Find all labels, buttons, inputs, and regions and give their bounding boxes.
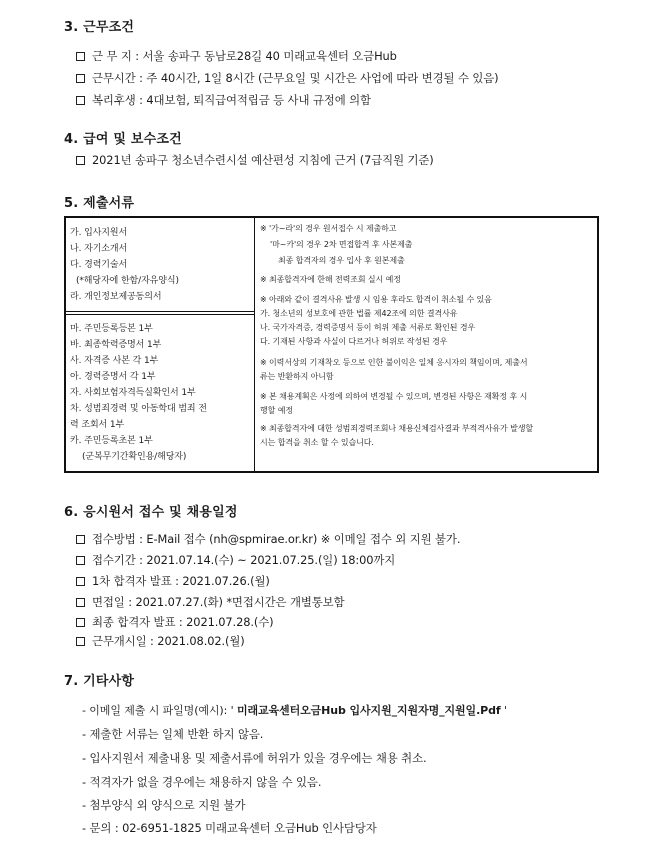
list-item: 근 무 지 : 서울 송파구 동남로28길 40 미래교육센터 오금Hub	[76, 48, 397, 64]
table-cell-text: ※ 이력서상의 기재착오 등으로 인한 불이익은 일체 응시자의 책임이며, 제출서	[260, 358, 528, 367]
checkbox-icon	[76, 74, 85, 83]
documents-table	[64, 216, 599, 473]
list-item: - 입사지원서 제출내용 및 제출서류에 허위가 있을 경우에는 채용 취소.	[82, 751, 427, 765]
table-cell-text: 다. 경력기술서	[70, 260, 128, 270]
table-cell-text: 카. 주민등록초본 1부	[70, 436, 153, 446]
table-cell-text: ※ 최종합격자에 대한 성범죄경력조회나 채용신체검사결과 부적격사유가 발생할	[260, 424, 533, 433]
list-item: - 적격자가 없을 경우에는 채용하지 않을 수 있음.	[82, 775, 322, 789]
list-item: 접수방법 : E-Mail 접수 (nh@spmirae.or.kr) ※ 이메일 접수 외 지원 불가.	[76, 531, 460, 547]
list-item: 복리후생 : 4대보험, 퇴직급여적립금 등 사내 규정에 의함	[76, 92, 371, 108]
checkbox-icon	[76, 618, 85, 627]
section-4-title: 4. 급여 및 보수조건	[64, 132, 182, 147]
table-cell-text: 가. 청소년의 성보호에 관한 법률 제42조에 의한 결격사유	[260, 309, 458, 318]
list-item: 면접일 : 2021.07.27.(화) *면접시간은 개별통보함	[76, 594, 345, 610]
table-cell-text: 사. 자격증 사본 각 1부	[70, 356, 159, 366]
list-item: 2021년 송파구 청소년수련시설 예산편성 지침에 근거 (7급직원 기준)	[76, 152, 434, 168]
table-cell-text: 나. 자기소개서	[70, 244, 128, 254]
section-6-title: 6. 응시원서 접수 및 채용일정	[64, 505, 238, 520]
table-cell-text: 나. 국가자격증, 경력증명서 등이 허위 제출 서류로 확인된 경우	[260, 323, 476, 332]
table-cell-text: 력 조회서 1부	[70, 420, 125, 430]
table-cell-text: 마. 주민등록등본 1부	[70, 324, 153, 334]
checkbox-icon	[76, 556, 85, 565]
table-cell-text: 시는 합격을 취소 할 수 있습니다.	[260, 438, 374, 447]
checkbox-icon	[76, 637, 85, 646]
table-cell-text: 차. 성범죄경력 및 아동학대 범죄 전	[70, 404, 207, 414]
section-7-title: 7. 기타사항	[64, 674, 135, 689]
checkbox-icon	[76, 535, 85, 544]
list-item: - 첨부양식 외 양식으로 지원 불가	[82, 798, 246, 812]
section-3-title: 3. 근무조건	[64, 20, 135, 35]
table-cell-text: 류는 반환하지 아니함	[260, 372, 334, 381]
table-cell-text: 라. 개인정보제공동의서	[70, 292, 162, 302]
list-item: - 문의 : 02-6951-1825 미래교육센터 오금Hub 인사담당자	[82, 821, 377, 835]
table-cell-text: (*해당자에 한함/자유양식)	[76, 276, 179, 286]
list-item: 1차 합격자 발표 : 2021.07.26.(월)	[76, 573, 270, 589]
checkbox-icon	[76, 96, 85, 105]
table-cell-text: 바. 최종학력증명서 1부	[70, 340, 162, 350]
list-item: - 이메일 제출 시 파일명(예시): ' 미래교육센터오금Hub 입사지원_지원자명_지원일.Pdf '	[82, 704, 507, 717]
list-item: 접수기간 : 2021.07.14.(수) ~ 2021.07.25.(일) 18:00까지	[76, 552, 395, 568]
table-cell-text: 자. 사회보험자격득실확인서 1부	[70, 388, 196, 398]
checkbox-icon	[76, 156, 85, 165]
table-cell-text: 가. 입사지원서	[70, 228, 128, 238]
table-cell-text: ※ 최종합격자에 한해 전력조회 실시 예정	[260, 275, 401, 284]
table-cell-text: 아. 경력증명서 각 1부	[70, 372, 156, 382]
checkbox-icon	[76, 577, 85, 586]
table-cell-text: 최종 합격자의 경우 입사 후 원본제출	[278, 256, 405, 265]
list-item: 최종 합격자 발표 : 2021.07.28.(수)	[76, 614, 273, 630]
table-cell-text: ※ 아래와 같이 결격사유 발생 시 임용 후라도 합격이 취소될 수 있음	[260, 295, 492, 304]
table-cell-text: 다. 기재된 사항과 사실이 다르거나 허위로 작성된 경우	[260, 337, 448, 346]
table-cell-text: ※ 본 채용계획은 사정에 의하여 변경될 수 있으며, 변경된 사항은 재확정 후 시	[260, 392, 528, 401]
table-cell-text: '마~카'의 경우 2차 면접합격 후 사본제출	[270, 240, 413, 249]
table-cell-text: (군복무기간확인용/해당자)	[82, 452, 187, 462]
section-5-title: 5. 제출서류	[64, 196, 135, 211]
checkbox-icon	[76, 52, 85, 61]
table-cell-text: ※ '가~라'의 경우 원서접수 시 제출하고	[260, 224, 397, 233]
checkbox-icon	[76, 598, 85, 607]
table-cell-text: 행할 예정	[260, 406, 293, 415]
list-item: 근무개시일 : 2021.08.02.(월)	[76, 633, 245, 649]
filename-example: 미래교육센터오금Hub 입사지원_지원자명_지원일.Pdf	[236, 704, 501, 717]
list-item: 근무시간 : 주 40시간, 1일 8시간 (근무요일 및 시간은 사업에 따라 변경될 수 있음)	[76, 70, 499, 86]
list-item: - 제출한 서류는 일체 반환 하지 않음.	[82, 727, 264, 741]
